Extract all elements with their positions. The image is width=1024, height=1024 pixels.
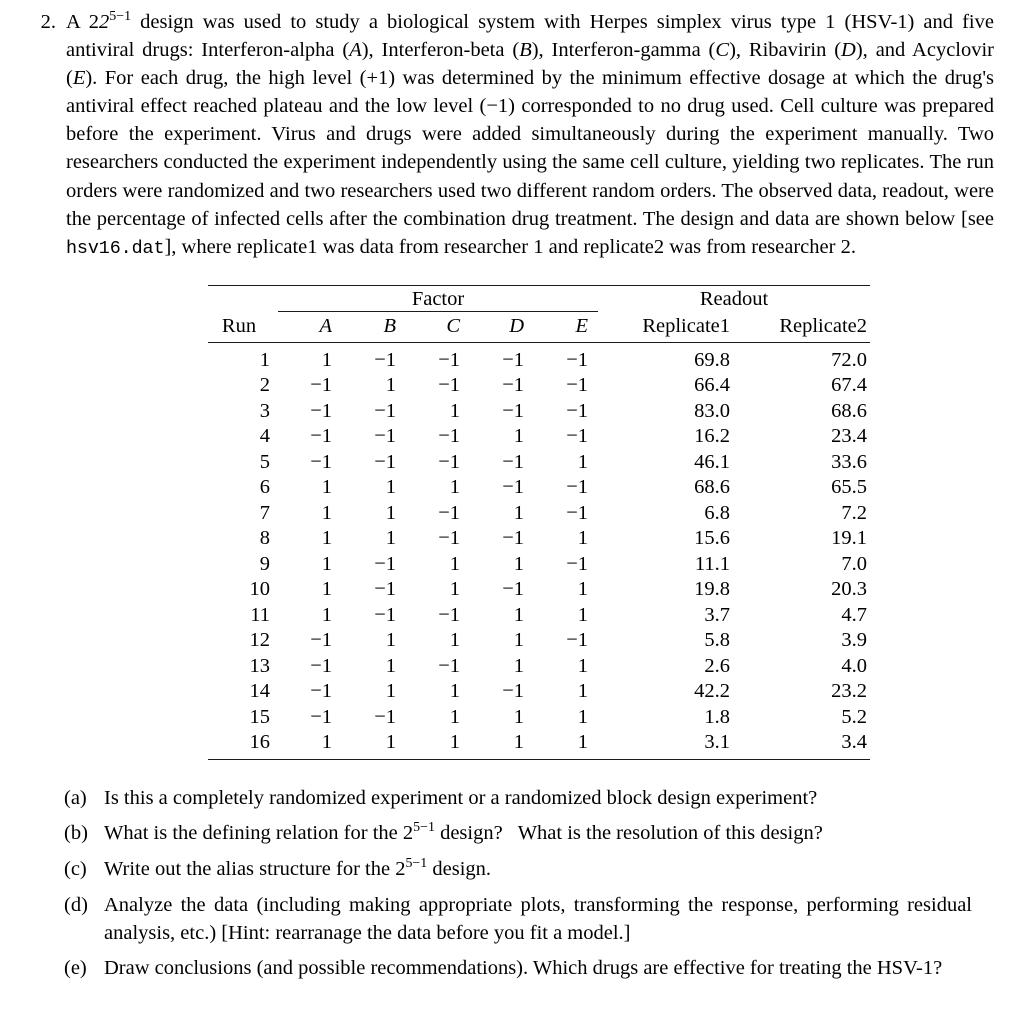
column-header-replicate1: Replicate1 [598, 312, 735, 343]
table-row [208, 342, 870, 373]
cell-factor-d: 1 [513, 501, 524, 524]
cell-replicate2: 68.6 [831, 399, 867, 422]
problem-body: A $22^{5-1}$ design was used to study a biological system with Herpes simplex virus type 1 (HSV-1) and five antiviral drugs: Interferon-alpha (A), Interferon-beta (B), Interferon-gamma (C), Ribavirin (D), and Acyclovir (E). For each drug, the high level (+1) was determined by the minimum effective dosage at which the drug's antiviral effect reached plateau and the low level (−1) corresponded to no drug used. Cell culture was prepared before the experiment. Virus and drugs were added simultaneously during the experiment manually. Two researchers conducted the experiment independently using the same cell culture, yielding two replicates. The run orders were randomized and two researchers used two different random orders. The observed data, readout, were the percentage of infected cells after the combination drug treatment. The design and data are shown below [see hsv16.dat], where replicate1 was data from researcher 1 and replicate2 was from researcher 2. [66, 9, 995, 259]
table-row [208, 653, 870, 679]
cell-run: 3 [259, 399, 270, 422]
cell-replicate2: 20.3 [831, 578, 867, 601]
cell-factor-e: 1 [577, 527, 588, 550]
table-body [208, 342, 870, 759]
problem-statement [22, 8, 994, 263]
cell-factor-d: 1 [513, 654, 524, 677]
cell-factor-e: −1 [566, 552, 588, 575]
column-header-replicate2: Replicate2 [735, 312, 870, 343]
cell-factor-b: −1 [374, 399, 396, 422]
subquestion-text-part-2: design. [427, 858, 492, 881]
problem-text-2: design was used to study a biological system with Herpes simplex virus type 1 (HSV-1) and five antiviral drugs: Interferon-alpha ( [66, 11, 994, 62]
problem-text-6: ), and Acyclovir ( [66, 39, 995, 90]
cell-replicate2: 33.6 [831, 450, 867, 473]
cell-factor-b: −1 [374, 552, 396, 575]
cell-factor-a: 1 [321, 348, 332, 371]
drug-symbol-e: E [72, 67, 86, 90]
problem-text-7: ). For each drug, the high level (+1) was determined by the minimum effective dosage at which the drug's antiviral effect reached plateau and the low level (−1) corresponded to no drug used. Cell culture was prepared before the experiment. Virus and drugs were added simultaneously during the experiment manually. Two researchers conducted the experiment independently using the same cell culture, yielding two replicates. The run orders were randomized and two researchers used two different random orders. The observed data, readout, were the percentage of infected cells after the combination drug treatment. The design and data are shown below [see [66, 67, 994, 230]
cell-run: 7 [259, 501, 270, 524]
cell-replicate1: 1.8 [704, 705, 730, 728]
column-header-a: A [278, 312, 342, 343]
cell-factor-e: −1 [566, 374, 588, 397]
cell-replicate2: 65.5 [831, 476, 867, 499]
cell-factor-b: 1 [385, 629, 396, 652]
cell-factor-c: 1 [449, 552, 460, 575]
cell-factor-a: 1 [278, 730, 342, 760]
cell-factor-d: −1 [502, 348, 524, 371]
cell-factor-b: −1 [374, 603, 396, 626]
cell-factor-d: 1 [513, 425, 524, 448]
cell-factor-e: 1 [577, 450, 588, 473]
cell-factor-a: −1 [310, 399, 332, 422]
column-header-c: C [406, 312, 470, 343]
cell-factor-b: 1 [385, 501, 396, 524]
cell-replicate1: 11.1 [694, 552, 730, 575]
cell-factor-b: 1 [385, 680, 396, 703]
cell-factor-a: −1 [310, 654, 332, 677]
cell-replicate1: 15.6 [694, 527, 730, 550]
cell-factor-e: −1 [566, 629, 588, 652]
table-row [208, 679, 870, 705]
cell-factor-c: −1 [438, 374, 460, 397]
subquestion-text-part-1: Is this a completely randomized experiment or a randomized block design experiment? [104, 786, 818, 809]
cell-replicate2: 19.1 [831, 527, 867, 550]
cell-replicate1: 42.2 [694, 680, 730, 703]
cell-factor-d: 1 [513, 603, 524, 626]
cell-replicate1: 83.0 [694, 399, 730, 422]
cell-factor-e: −1 [566, 425, 588, 448]
design-data-table [208, 285, 870, 760]
cell-replicate1: 69.8 [694, 348, 730, 371]
cell-factor-b: −1 [374, 705, 396, 728]
cell-run: 9 [259, 552, 270, 575]
cell-replicate1: 5.8 [704, 629, 730, 652]
cell-replicate1: 6.8 [704, 501, 730, 524]
cell-run: 2 [259, 374, 270, 397]
cell-factor-c: 1 [449, 705, 460, 728]
cell-factor-d: 1 [470, 730, 534, 760]
cell-replicate1: 2.6 [704, 654, 730, 677]
cell-run: 15 [249, 705, 270, 728]
subquestion-text-part-1: Write out the alias structure for the 2 [104, 858, 406, 881]
cell-factor-e: −1 [566, 501, 588, 524]
cell-replicate2: 23.2 [831, 680, 867, 703]
subquestion-item [64, 954, 994, 982]
subquestion-label: (c) [64, 858, 87, 881]
table-row [208, 526, 870, 552]
table-row [208, 602, 870, 628]
table-row [208, 449, 870, 475]
cell-factor-d: 1 [513, 629, 524, 652]
cell-factor-b: −1 [374, 348, 396, 371]
cell-run: 16 [208, 730, 278, 760]
subquestion-label: (b) [64, 822, 88, 845]
cell-factor-d: −1 [502, 476, 524, 499]
cell-factor-e: 1 [577, 680, 588, 703]
subquestion-text [104, 819, 994, 847]
cell-replicate1: 3.7 [704, 603, 730, 626]
subquestion-exponent: 5−1 [413, 820, 435, 836]
cell-factor-a: −1 [310, 450, 332, 473]
cell-replicate1: 19.8 [694, 578, 730, 601]
cell-factor-d: 1 [513, 705, 524, 728]
design-data-table-wrapper [22, 285, 994, 760]
cell-factor-d: −1 [502, 527, 524, 550]
cell-factor-c: 1 [449, 680, 460, 703]
cell-replicate2: 3.4 [735, 730, 870, 760]
cell-factor-c: −1 [438, 425, 460, 448]
cell-factor-d: −1 [502, 680, 524, 703]
cell-replicate2: 7.0 [841, 552, 867, 575]
cell-replicate2: 67.4 [831, 374, 867, 397]
cell-factor-b: 1 [385, 374, 396, 397]
cell-factor-a: 1 [321, 527, 332, 550]
subquestion-text-part-1: Analyze the data (including making appropriate plots, transforming the response, performing residual analysis, etc.) [Hint: rearranage the data before you fit a model.] [104, 893, 972, 944]
cell-factor-a: 1 [321, 501, 332, 524]
subquestion-text-part-1: Draw conclusions (and possible recommendations). Which drugs are effective for treating the HSV-1? [104, 957, 943, 980]
cell-replicate1: 68.6 [694, 476, 730, 499]
subquestion-item [64, 891, 994, 947]
cell-replicate1: 16.2 [694, 425, 730, 448]
group-header-readout: Readout [598, 285, 870, 312]
table-row [208, 730, 870, 760]
table-group-header-row [208, 285, 870, 312]
cell-factor-b: −1 [374, 450, 396, 473]
cell-factor-a: 1 [321, 476, 332, 499]
cell-run: 13 [249, 654, 270, 677]
cell-replicate1: 66.4 [694, 374, 730, 397]
cell-factor-a: −1 [310, 629, 332, 652]
cell-factor-c: −1 [438, 501, 460, 524]
table-row [208, 424, 870, 450]
drug-symbol-d: D [841, 39, 856, 62]
cell-factor-e: −1 [566, 348, 588, 371]
problem-text-3: ), Interferon-beta ( [361, 39, 520, 62]
column-header-run: Run [208, 312, 278, 343]
subquestion-item [64, 819, 994, 847]
problem-text-5: ), Ribavirin ( [729, 39, 842, 62]
subquestion-text [104, 784, 994, 812]
subquestion-text-part-1: What is the defining relation for the 2 [104, 822, 414, 845]
subquestion-item [64, 855, 994, 883]
cell-replicate1: 3.1 [598, 730, 735, 760]
column-header-d: D [470, 312, 534, 343]
cell-run: 11 [250, 603, 270, 626]
table-row [208, 500, 870, 526]
cell-factor-c: −1 [438, 450, 460, 473]
cell-factor-d: −1 [502, 578, 524, 601]
cell-run: 14 [249, 680, 270, 703]
table-row [208, 577, 870, 603]
cell-run: 8 [259, 527, 270, 550]
subquestion-text [104, 891, 994, 947]
subquestion-label: (a) [64, 786, 87, 809]
cell-factor-e: −1 [566, 476, 588, 499]
cell-factor-a: −1 [310, 374, 332, 397]
cell-factor-a: 1 [321, 552, 332, 575]
cell-run: 10 [249, 578, 270, 601]
exponent-5-minus-1: 5−1 [109, 9, 132, 25]
cell-run: 5 [259, 450, 270, 473]
table-header [208, 285, 870, 342]
problem-text-8: ], where replicate1 was data from researcher 1 and replicate2 was from researcher 2. [164, 235, 856, 258]
problem-text-1: A 2 [66, 11, 99, 33]
column-header-b: B [342, 312, 406, 343]
drug-symbol-c: C [715, 39, 730, 62]
cell-factor-b: 1 [385, 476, 396, 499]
subquestion-item [64, 784, 994, 812]
problem-text-4: ), Interferon-gamma ( [531, 39, 716, 62]
cell-factor-b: −1 [374, 578, 396, 601]
cell-factor-d: −1 [502, 399, 524, 422]
cell-factor-a: 1 [321, 578, 332, 601]
cell-factor-c: 1 [406, 730, 470, 760]
subquestion-label: (d) [64, 893, 88, 916]
cell-factor-b: 1 [385, 527, 396, 550]
cell-factor-c: −1 [438, 654, 460, 677]
cell-factor-d: 1 [513, 552, 524, 575]
table-row [208, 475, 870, 501]
table-row [208, 628, 870, 654]
cell-run: 6 [259, 476, 270, 499]
cell-run: 12 [249, 629, 270, 652]
subquestion-list [22, 784, 994, 983]
cell-factor-e: −1 [566, 399, 588, 422]
cell-factor-b: −1 [374, 425, 396, 448]
cell-factor-d: −1 [502, 374, 524, 397]
cell-replicate2: 7.2 [841, 501, 867, 524]
data-file-name: hsv16.dat [66, 237, 165, 259]
problem-number: 2. [40, 11, 56, 33]
column-header-e: E [534, 312, 598, 343]
cell-replicate2: 5.2 [841, 705, 867, 728]
cell-run: 1 [259, 348, 270, 371]
table-row [208, 373, 870, 399]
cell-factor-b: 1 [342, 730, 406, 760]
cell-replicate2: 4.7 [841, 603, 867, 626]
cell-replicate2: 4.0 [841, 654, 867, 677]
table-row [208, 704, 870, 730]
drug-symbol-b: B [519, 39, 532, 62]
cell-factor-e: 1 [577, 705, 588, 728]
table-row [208, 398, 870, 424]
cell-replicate1: 46.1 [694, 450, 730, 473]
subquestion-exponent: 5−1 [405, 856, 428, 872]
cell-replicate2: 72.0 [831, 348, 867, 371]
cell-replicate2: 23.4 [831, 425, 867, 448]
cell-run: 4 [259, 425, 270, 448]
cell-factor-c: 1 [449, 578, 460, 601]
cell-factor-a: −1 [310, 425, 332, 448]
cell-factor-a: −1 [310, 705, 332, 728]
subquestion-label: (e) [64, 957, 87, 980]
cell-factor-d: −1 [502, 450, 524, 473]
cell-factor-e: 1 [534, 730, 598, 760]
cell-factor-e: 1 [577, 578, 588, 601]
table-column-header-row [208, 312, 870, 343]
cell-factor-a: −1 [310, 680, 332, 703]
cell-factor-a: 1 [321, 603, 332, 626]
cell-factor-b: 1 [385, 654, 396, 677]
cell-factor-c: 1 [449, 629, 460, 652]
cell-replicate2: 3.9 [841, 629, 867, 652]
subquestion-text [104, 855, 994, 883]
cell-factor-e: 1 [577, 654, 588, 677]
table-row [208, 551, 870, 577]
cell-factor-c: −1 [438, 348, 460, 371]
drug-symbol-a: A [349, 39, 362, 62]
cell-factor-c: 1 [449, 476, 460, 499]
cell-factor-c: 1 [449, 399, 460, 422]
cell-factor-c: −1 [438, 603, 460, 626]
subquestion-text [104, 954, 994, 982]
group-header-factor: Factor [278, 285, 598, 312]
cell-factor-c: −1 [438, 527, 460, 550]
group-header-spacer [208, 285, 278, 312]
cell-factor-e: 1 [577, 603, 588, 626]
subquestion-text-part-2: design? What is the resolution of this design? [434, 822, 823, 845]
